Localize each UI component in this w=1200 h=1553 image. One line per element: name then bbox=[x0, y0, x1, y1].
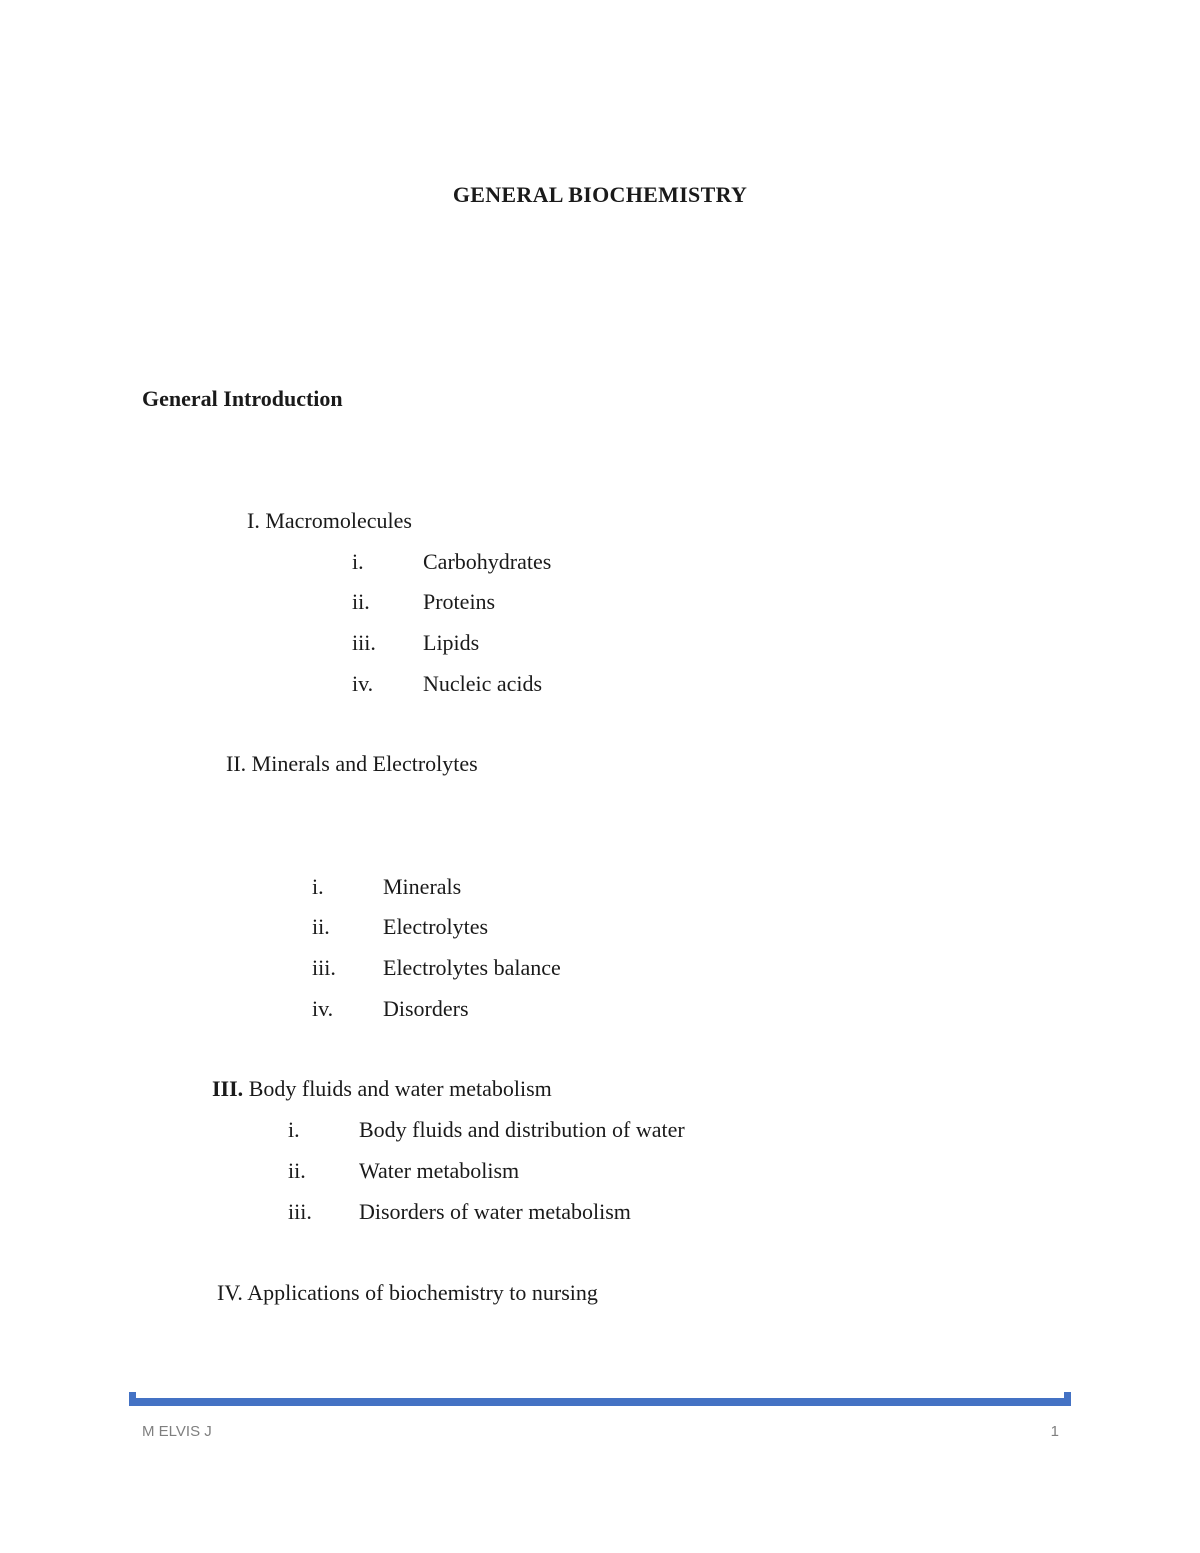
list-marker: i. bbox=[352, 549, 364, 574]
section-title: Applications of biochemistry to nursing bbox=[247, 1280, 598, 1305]
list-item-text: Proteins bbox=[423, 589, 496, 614]
list-item-text: Minerals bbox=[383, 874, 462, 899]
section-numeral: III. bbox=[212, 1076, 244, 1101]
list-marker: iv. bbox=[312, 996, 334, 1021]
list-marker: iv. bbox=[352, 671, 374, 696]
list-marker: i. bbox=[312, 874, 324, 899]
list-item-text: Carbohydrates bbox=[423, 549, 552, 574]
document-title: GENERAL BIOCHEMISTRY bbox=[452, 182, 748, 207]
list-item-text: Body fluids and distribution of water bbox=[359, 1117, 685, 1142]
section-numeral: I. bbox=[247, 508, 260, 533]
list-item-text: Disorders bbox=[383, 996, 469, 1021]
list-item-text: Lipids bbox=[423, 630, 480, 655]
section-numeral: IV. bbox=[217, 1280, 243, 1305]
list-item-text: Electrolytes bbox=[383, 914, 489, 939]
section-heading bbox=[247, 510, 412, 532]
intro-heading: General Introduction bbox=[142, 386, 343, 411]
list-marker: ii. bbox=[312, 914, 330, 939]
list-marker: ii. bbox=[288, 1158, 306, 1183]
section-title: Macromolecules bbox=[265, 508, 412, 533]
section-heading bbox=[212, 1078, 552, 1100]
list-item-text: Water metabolism bbox=[359, 1158, 520, 1183]
list-marker: i. bbox=[288, 1117, 300, 1142]
list-marker: ii. bbox=[352, 589, 370, 614]
footer-rule bbox=[129, 1398, 1071, 1406]
section-heading bbox=[226, 753, 478, 775]
section-numeral: II. bbox=[226, 751, 247, 776]
section-heading bbox=[217, 1282, 598, 1304]
list-item-text: Electrolytes balance bbox=[383, 955, 561, 980]
section-title: Body fluids and water metabolism bbox=[248, 1076, 552, 1101]
list-item-text: Disorders of water metabolism bbox=[359, 1199, 631, 1224]
list-marker: iii. bbox=[352, 630, 376, 655]
footer-page-number: 1 bbox=[1050, 1423, 1059, 1440]
list-item-text: Nucleic acids bbox=[423, 671, 543, 696]
list-marker: iii. bbox=[288, 1199, 312, 1224]
footer-author: M ELVIS J bbox=[142, 1423, 212, 1440]
section-title: Minerals and Electrolytes bbox=[251, 751, 478, 776]
list-marker: iii. bbox=[312, 955, 336, 980]
